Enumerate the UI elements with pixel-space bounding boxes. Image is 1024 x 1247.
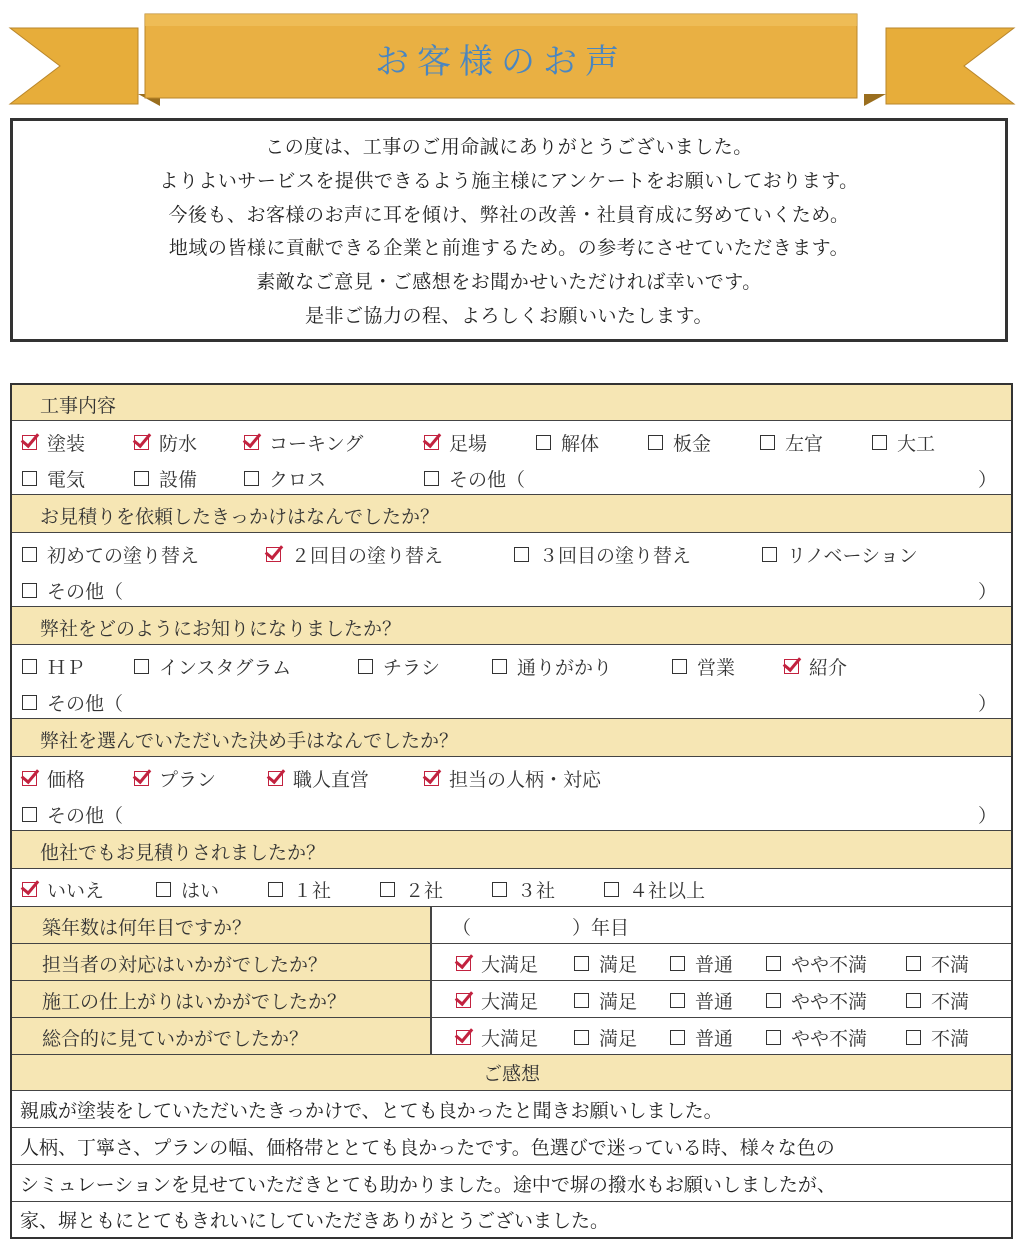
- checkbox-icon[interactable]: [670, 993, 685, 1008]
- question-text: お見積りを依頼したきっかけはなんでしたか？: [40, 506, 440, 528]
- question-text: 工事内容: [40, 395, 117, 417]
- checkbox-icon[interactable]: [672, 659, 687, 674]
- option-wallpaper[interactable]: クロス: [244, 465, 326, 492]
- option-two-companies[interactable]: ２社: [380, 876, 443, 903]
- question-header-decision: [12, 719, 1011, 757]
- rating-row-finish: [12, 981, 1011, 1018]
- checkbox-icon[interactable]: [766, 1030, 781, 1045]
- option-renovation[interactable]: リノベーション: [762, 541, 918, 568]
- option-price[interactable]: 価格: [22, 765, 85, 792]
- option-electrical[interactable]: 電気: [22, 465, 85, 492]
- checkbox-icon[interactable]: [574, 1030, 589, 1045]
- checkbox-icon[interactable]: [766, 956, 781, 971]
- checkbox-icon[interactable]: [766, 993, 781, 1008]
- option-other[interactable]: その他（: [424, 465, 525, 492]
- option-three-companies[interactable]: ３社: [492, 876, 555, 903]
- checkbox-icon[interactable]: [648, 435, 663, 450]
- rating-satisfied[interactable]: 満足: [574, 987, 637, 1014]
- option-yes[interactable]: はい: [156, 876, 219, 903]
- years-suffix: ）年目: [572, 917, 630, 939]
- option-plaster[interactable]: 左官: [760, 429, 823, 456]
- question-cell: [12, 981, 432, 1017]
- option-other[interactable]: その他（: [22, 577, 123, 604]
- impression-line: 家、塀ともにとてもきれいにしていただきありがとうございました。: [20, 1210, 610, 1232]
- checkbox-icon[interactable]: [424, 471, 439, 486]
- option-demolition[interactable]: 解体: [536, 429, 599, 456]
- impression-line: 人柄、丁寧さ、プランの幅、価格帯ととても良かったです。色選びで迷っている時、様々な色の: [12, 1128, 1011, 1165]
- option-painting[interactable]: 塗装: [22, 429, 85, 456]
- option-staff-personality[interactable]: 担当の人柄・対応: [424, 765, 601, 792]
- checkbox-icon[interactable]: [380, 882, 395, 897]
- checkbox-icon[interactable]: [244, 435, 259, 450]
- option-passing-by[interactable]: 通りがかり: [492, 653, 612, 680]
- checkbox-icon[interactable]: [456, 993, 471, 1008]
- option-second-repaint[interactable]: ２回目の塗り替え: [266, 541, 443, 568]
- row-building-age: [12, 907, 1011, 944]
- intro-line: よりよいサービスを提供できるよう施主様にアンケートをお願いしております。: [159, 169, 859, 192]
- checkbox-icon[interactable]: [134, 659, 149, 674]
- rating-very-satisfied[interactable]: 大満足: [456, 950, 538, 977]
- banner: [0, 0, 1024, 112]
- rating-satisfied[interactable]: 満足: [574, 950, 637, 977]
- checkbox-icon[interactable]: [22, 807, 37, 822]
- checkbox-icon[interactable]: [268, 882, 283, 897]
- question-text: 他社でもお見積りされましたか？: [40, 842, 326, 864]
- question-text: 総合的に見ていかがでしたか？: [42, 1028, 309, 1050]
- checkbox-icon[interactable]: [760, 435, 775, 450]
- rating-row-overall: [12, 1018, 1011, 1055]
- option-flyer[interactable]: チラシ: [358, 653, 440, 680]
- survey-table: [10, 383, 1013, 1239]
- question-text: 施工の仕上がりはいかがでしたか？: [42, 991, 347, 1013]
- option-scaffold[interactable]: 足場: [424, 429, 487, 456]
- rating-dissatisfied[interactable]: 不満: [906, 1024, 969, 1051]
- checkbox-icon[interactable]: [492, 659, 507, 674]
- question-text: 担当者の対応はいかがでしたか？: [42, 954, 328, 976]
- checkbox-icon[interactable]: [358, 659, 373, 674]
- intro-box: [10, 118, 1008, 342]
- checkbox-icon[interactable]: [134, 471, 149, 486]
- checkbox-icon[interactable]: [906, 1030, 921, 1045]
- rating-very-satisfied[interactable]: 大満足: [456, 987, 538, 1014]
- close-paren: ）: [978, 581, 998, 603]
- rating-row-staff: [12, 944, 1011, 981]
- checkbox-icon[interactable]: [456, 956, 471, 971]
- checkbox-icon[interactable]: [456, 1030, 471, 1045]
- question-cell: [12, 944, 432, 980]
- question-header-work-type: [12, 385, 1011, 421]
- rating-somewhat-dissatisfied[interactable]: やや不満: [766, 1024, 867, 1051]
- checkbox-icon[interactable]: [22, 471, 37, 486]
- checkbox-icon[interactable]: [762, 547, 777, 562]
- question-header-source: [12, 607, 1011, 645]
- checkbox-icon[interactable]: [424, 771, 439, 786]
- checkbox-icon[interactable]: [22, 547, 37, 562]
- checkbox-icon[interactable]: [514, 547, 529, 562]
- rating-average[interactable]: 普通: [670, 987, 733, 1014]
- checkbox-icon[interactable]: [268, 771, 283, 786]
- impression-line: 親戚が塗装をしていただいたきっかけで、とても良かったと聞きお願いしました。: [12, 1091, 1011, 1128]
- option-sheet-metal[interactable]: 板金: [648, 429, 711, 456]
- checkbox-icon[interactable]: [670, 956, 685, 971]
- option-four-plus[interactable]: ４社以上: [604, 876, 705, 903]
- checkbox-icon[interactable]: [134, 435, 149, 450]
- option-first-repaint[interactable]: 初めての塗り替え: [22, 541, 199, 568]
- rating-dissatisfied[interactable]: 不満: [906, 987, 969, 1014]
- question-text: 弊社をどのようにお知りになりましたか？: [40, 618, 402, 640]
- question-cell: [12, 1018, 432, 1054]
- checkbox-icon[interactable]: [22, 771, 37, 786]
- impression-line: シミュレーションを見せていただきとても助かりました。途中で塀の撥水もお願いしましたが、: [12, 1165, 1011, 1202]
- rating-somewhat-dissatisfied[interactable]: やや不満: [766, 950, 867, 977]
- impressions-header: ご感想: [12, 1055, 1011, 1091]
- option-instagram[interactable]: インスタグラム: [134, 653, 291, 680]
- option-equipment[interactable]: 設備: [134, 465, 197, 492]
- rating-very-satisfied[interactable]: 大満足: [456, 1024, 538, 1051]
- checkbox-icon[interactable]: [784, 659, 799, 674]
- option-sales[interactable]: 営業: [672, 653, 735, 680]
- checkbox-icon[interactable]: [872, 435, 887, 450]
- checkbox-icon[interactable]: [604, 882, 619, 897]
- intro-line: 地域の皆様に貢献できる企業と前進するため。の参考にさせていただきます。: [168, 237, 850, 260]
- intro-line: 今後も、お客様のお声に耳を傾け、弊社の改善・社員育成に努めていくため。: [168, 203, 850, 226]
- checkbox-icon[interactable]: [22, 695, 37, 710]
- question-text: 築年数は何年目ですか？: [42, 917, 252, 939]
- options-other-quotes: [12, 869, 1011, 907]
- checkbox-icon[interactable]: [424, 435, 439, 450]
- question-cell: [12, 907, 432, 943]
- option-carpentry[interactable]: 大工: [872, 429, 935, 456]
- options-trigger: [12, 533, 1011, 607]
- option-one-company[interactable]: １社: [268, 876, 331, 903]
- question-header-other-quotes: [12, 831, 1011, 869]
- option-no[interactable]: いいえ: [22, 876, 104, 903]
- checkbox-icon[interactable]: [244, 471, 259, 486]
- option-waterproof[interactable]: 防水: [134, 429, 197, 456]
- option-other[interactable]: その他（: [22, 801, 123, 828]
- rating-somewhat-dissatisfied[interactable]: やや不満: [766, 987, 867, 1014]
- close-paren: ）: [978, 805, 998, 827]
- question-header-trigger: [12, 495, 1011, 533]
- close-paren: ）: [978, 469, 998, 491]
- option-homepage[interactable]: ＨＰ: [22, 653, 85, 680]
- intro-line: 是非ご協力の程、よろしくお願いいたします。: [305, 305, 713, 328]
- checkbox-icon[interactable]: [22, 882, 37, 897]
- checkbox-icon[interactable]: [22, 583, 37, 598]
- checkbox-icon[interactable]: [574, 993, 589, 1008]
- rating-average[interactable]: 普通: [670, 1024, 733, 1051]
- option-direct-craftsmen[interactable]: 職人直営: [268, 765, 369, 792]
- rating-satisfied[interactable]: 満足: [574, 1024, 637, 1051]
- option-third-repaint[interactable]: ３回目の塗り替え: [514, 541, 691, 568]
- page-title: お客様のお声: [375, 41, 627, 82]
- checkbox-icon[interactable]: [670, 1030, 685, 1045]
- checkbox-icon[interactable]: [22, 435, 37, 450]
- checkbox-icon[interactable]: [906, 993, 921, 1008]
- checkbox-icon[interactable]: [134, 771, 149, 786]
- checkbox-icon[interactable]: [156, 882, 171, 897]
- options-decision: [12, 757, 1011, 831]
- option-caulking[interactable]: コーキング: [244, 429, 363, 456]
- checkbox-icon[interactable]: [536, 435, 551, 450]
- checkbox-icon[interactable]: [492, 882, 507, 897]
- option-plan[interactable]: プラン: [134, 765, 216, 792]
- checkbox-icon[interactable]: [906, 956, 921, 971]
- intro-line: 素敵なご意見・ご感想をお聞かせいただければ幸いです。: [256, 271, 762, 294]
- checkbox-icon[interactable]: [266, 547, 281, 562]
- question-text: 弊社を選んでいただいた決め手はなんでしたか？: [40, 730, 459, 752]
- rating-dissatisfied[interactable]: 不満: [906, 950, 969, 977]
- rating-average[interactable]: 普通: [670, 950, 733, 977]
- intro-line: この度は、工事のご用命誠にありがとうございました。: [265, 135, 753, 158]
- checkbox-icon[interactable]: [22, 659, 37, 674]
- options-source: [12, 645, 1011, 719]
- option-referral[interactable]: 紹介: [784, 653, 847, 680]
- options-work-type: [12, 421, 1011, 495]
- close-paren: ）: [978, 693, 998, 715]
- option-other[interactable]: その他（: [22, 689, 123, 716]
- open-paren: （: [452, 917, 472, 939]
- checkbox-icon[interactable]: [574, 956, 589, 971]
